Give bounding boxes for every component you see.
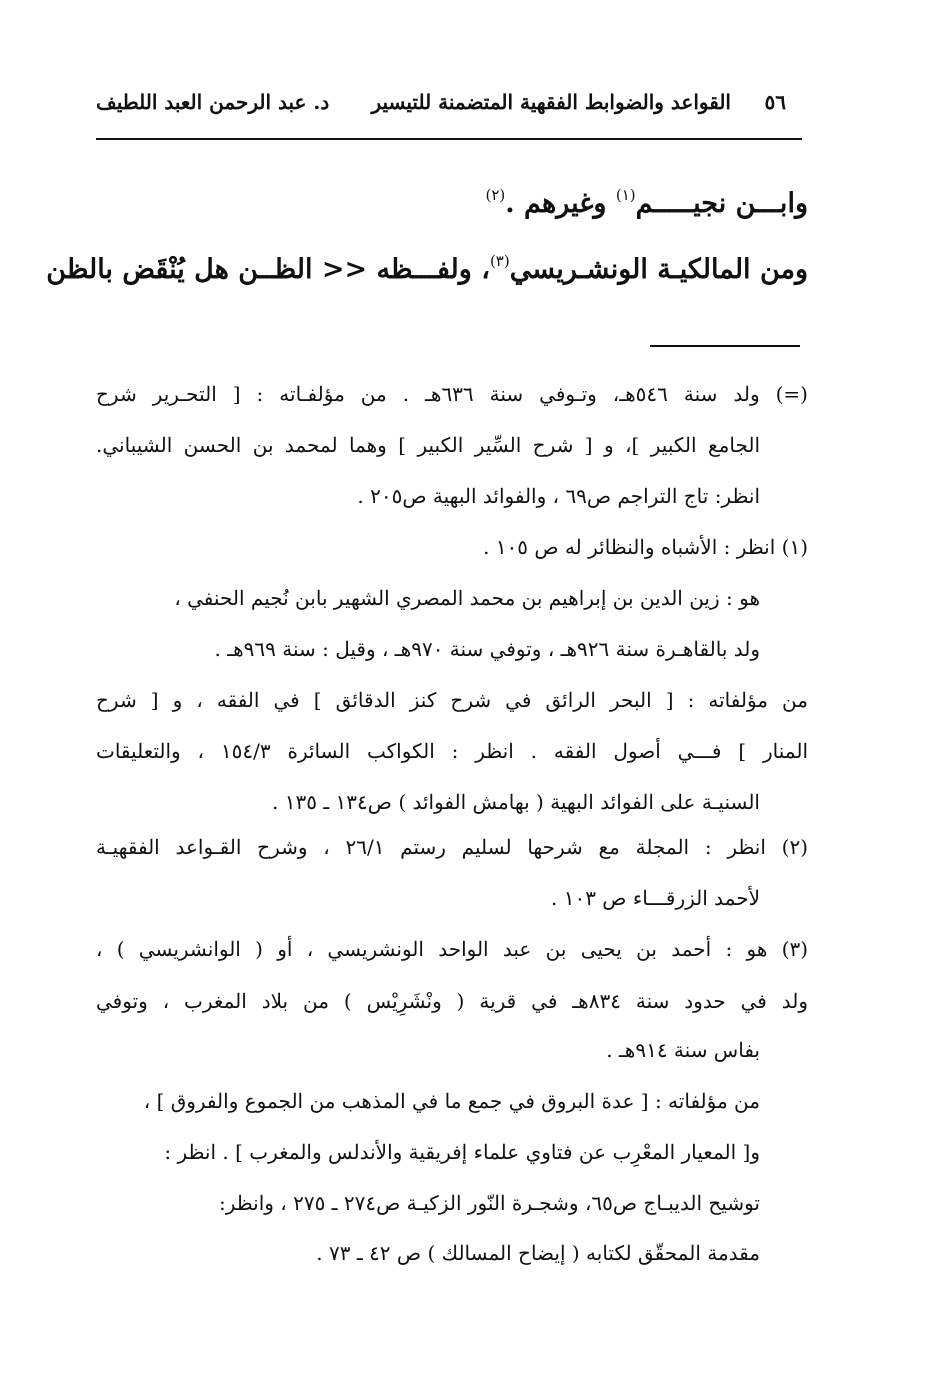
footnote-line: ولد في حدود سنة ٨٣٤هـ في قرية ( ونْشَرِيْس ) من بلاد المغرب ، وتوفي (96, 989, 808, 1013)
footnote-line: (١) انظر : الأشباه والنظائر له ص ١٠٥ . (483, 535, 808, 559)
body-text: ، ولفـــظه << الظــن هل يُنْقَض بالظن (46, 254, 490, 285)
footnote-line: انظر: تاج التراجم ص٦٩ ، والفوائد البهية ص٢٠٥ . (357, 484, 760, 508)
body-text: ومن المالكيـة الونشـريسي (509, 254, 808, 285)
book-title: القواعد والضوابط الفقهية المتضمنة للتيسير (371, 90, 731, 114)
body-text: وغيرهم . (505, 188, 616, 219)
author-name: د. عبد الرحمن العبد اللطيف (96, 90, 330, 114)
footnote-line: بفاس سنة ٩١٤هـ . (606, 1038, 760, 1062)
footnote-line: الجامع الكبير ]، و [ شرح السِّير الكبير ] وهما لمحمد بن الحسن الشيباني. (96, 433, 760, 457)
footnote-line: (٢) انظر : المجلة مع شرحها لسليم رستم ٢٦/١ ، وشرح القـواعد الفقهيـة (96, 835, 809, 859)
footnote-line: مقدمة المحقّق لكتابه ( إيضاح المسالك ) ص ٤٢ ـ ٧٣ . (316, 1241, 760, 1265)
footnote-line: (٣) هو : أحمد بن يحيى بن عبد الواحد الونشريسي ، أو ( الوانشريسي ) ، (96, 937, 808, 961)
footnote-line: السنيـة على الفوائد البهية ( بهامش الفوائد ) ص١٣٤ ـ ١٣٥ . (272, 790, 760, 814)
footnote-line: لأحمد الزرقـــاء ص ١٠٣ . (550, 886, 760, 910)
page-number: ٥٦ (764, 90, 786, 114)
footnote-divider (650, 345, 800, 347)
footnote-line: (=) ولد سنة ٥٤٦هـ، وتـوفي سنة ٦٣٦هـ . من مؤلفـاته : [ التحـرير شرح (96, 382, 808, 406)
footnote-ref: (١) (615, 186, 636, 204)
footnote-line: المنار ] فـــي أصول الفقه . انظر : الكواكب السائرة ١٥٤/٣ ، والتعليقات (96, 739, 809, 763)
footnote-line: ولد بالقاهـرة سنة ٩٢٦هـ ، وتوفي سنة ٩٧٠هـ ، وقيل : سنة ٩٦٩هـ . (214, 637, 760, 661)
running-header (96, 84, 786, 124)
footnote-line: و[ المعيار المعْرِب عن فتاوي علماء إفريقية والأندلس والمغرب ] . انظر : (164, 1140, 760, 1164)
body-line-1 (96, 186, 808, 219)
header-divider (96, 138, 802, 140)
footnote-ref: (٢) (485, 186, 506, 204)
footnote-line: هو : زين الدين بن إبراهيم بن محمد المصري الشهير بابن نُجيم الحنفي ، (174, 586, 760, 610)
footnote-ref: (٣) (489, 252, 510, 270)
body-text: وابـــن نجيـــــم (635, 188, 808, 219)
body-line-2 (46, 252, 808, 285)
footnote-line: من مؤلفاته : [ عدة البروق في جمع ما في المذهب من الجموع والفروق ] ، (143, 1089, 760, 1113)
footnote-line: توشيح الديبـاج ص٦٥، وشجـرة النّور الزكيـة ص٢٧٤ ـ ٢٧٥ ، وانظر: (218, 1191, 760, 1215)
footnote-line: من مؤلفاته : [ البحر الرائق في شرح كنز الدقائق ] في الفقه ، و [ شرح (96, 688, 808, 712)
